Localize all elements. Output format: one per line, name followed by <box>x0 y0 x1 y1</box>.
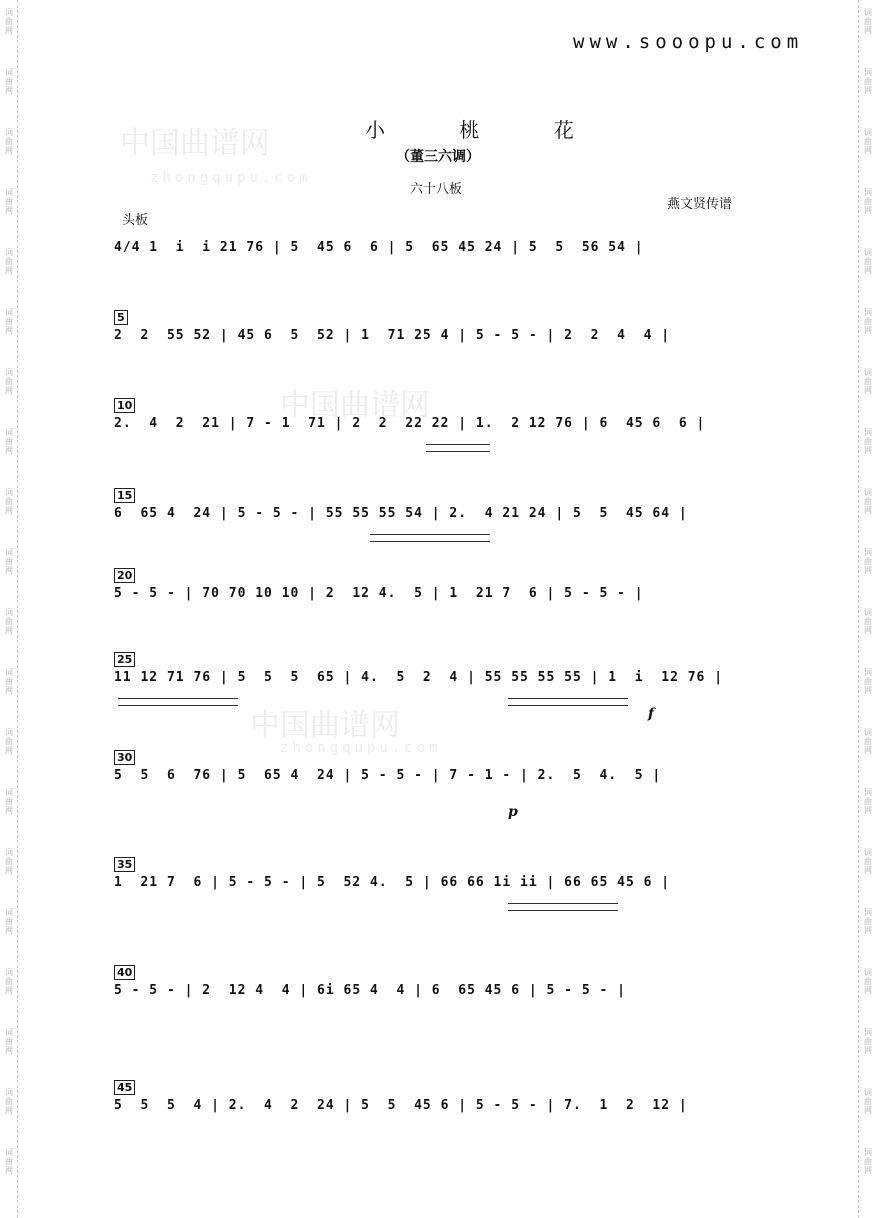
score-system <box>108 398 780 468</box>
right-margin-strip <box>858 0 876 1218</box>
measure-number: 30 <box>114 750 135 765</box>
crescendo-hairpin <box>118 698 238 706</box>
notation-line: 6 65 4 24 | 5 - 5 - | 55 55 55 54 | 2. 4 21 24 | 5 5 45 64 | <box>114 506 688 521</box>
side-mark: 词 曲 网 <box>5 968 13 995</box>
side-mark: 词 曲 网 <box>864 368 872 395</box>
side-mark: 词 曲 网 <box>5 308 13 335</box>
side-mark: 词 曲 网 <box>864 188 872 215</box>
notation-line: 2 2 55 52 | 45 6 5 52 | 1 71 25 4 | 5 - 5 - | 2 2 4 4 | <box>114 328 671 343</box>
watermark-url: zhongqupu.com <box>280 740 442 756</box>
side-mark: 词 曲 网 <box>864 308 872 335</box>
crescendo-hairpin <box>508 903 618 911</box>
side-mark: 词 曲 网 <box>864 488 872 515</box>
score-system <box>108 652 780 722</box>
measure-number: 40 <box>114 965 135 980</box>
side-mark: 词 曲 网 <box>5 1028 13 1055</box>
side-mark: 词 曲 网 <box>864 788 872 815</box>
score-title: 小 桃 花 <box>365 118 608 142</box>
measure-number: 45 <box>114 1080 135 1095</box>
notation-line: 5 5 6 76 | 5 65 4 24 | 5 - 5 - | 7 - 1 - | 2. 5 4. 5 | <box>114 768 662 783</box>
notation-line: 4/4 1 i i 21 76 | 5 45 6 6 | 5 65 45 24 | 5 5 56 54 | <box>114 240 644 255</box>
side-mark: 词 曲 网 <box>864 68 872 95</box>
side-mark: 词 曲 网 <box>864 1028 872 1055</box>
side-mark: 词 曲 网 <box>5 608 13 635</box>
crescendo-hairpin <box>508 698 628 706</box>
side-mark: 词 曲 网 <box>5 788 13 815</box>
side-mark: 词 曲 网 <box>5 368 13 395</box>
watermark-logo: 中国曲谱网 <box>120 126 270 161</box>
notation-line: 5 - 5 - | 70 70 10 10 | 2 12 4. 5 | 1 21 7 6 | 5 - 5 - | <box>114 586 644 601</box>
side-mark: 词 曲 网 <box>864 8 872 35</box>
side-mark: 词 曲 网 <box>5 548 13 575</box>
side-mark: 词 曲 网 <box>5 428 13 455</box>
side-mark: 词 曲 网 <box>5 728 13 755</box>
side-mark: 词 曲 网 <box>864 848 872 875</box>
measure-number: 20 <box>114 568 135 583</box>
side-mark: 词 曲 网 <box>864 1088 872 1115</box>
side-mark: 词 曲 网 <box>5 908 13 935</box>
left-margin-strip <box>0 0 18 1218</box>
side-mark: 词 曲 网 <box>864 668 872 695</box>
side-mark: 词 曲 网 <box>5 188 13 215</box>
measure-number: 25 <box>114 652 135 667</box>
side-mark: 词 曲 网 <box>864 608 872 635</box>
transcriber-credit: 燕文贤传谱 <box>667 197 733 212</box>
side-mark: 词 曲 网 <box>5 1088 13 1115</box>
side-mark: 词 曲 网 <box>864 908 872 935</box>
score-system <box>108 568 780 638</box>
score-system <box>108 1080 780 1150</box>
measure-number: 10 <box>114 398 135 413</box>
notation-line: 5 - 5 - | 2 12 4 4 | 6i 65 4 4 | 6 65 45 6 | 5 - 5 - | <box>114 983 626 998</box>
notation-line: 1 21 7 6 | 5 - 5 - | 5 52 4. 5 | 66 66 1i ii | 66 65 45 6 | <box>114 875 671 890</box>
dynamic-marking: f <box>648 706 655 722</box>
side-mark: 词 曲 网 <box>864 248 872 275</box>
side-mark: 词 曲 网 <box>864 728 872 755</box>
watermark-logo: 中国曲谱网 <box>250 708 400 743</box>
score-subtitle: （董三六调） <box>396 149 480 165</box>
side-mark: 词 曲 网 <box>864 548 872 575</box>
watermark-logo: 中国曲谱网 <box>280 388 430 423</box>
side-mark: 词 曲 网 <box>864 1148 872 1175</box>
measure-number: 15 <box>114 488 135 503</box>
side-mark: 词 曲 网 <box>5 128 13 155</box>
crescendo-hairpin <box>426 444 490 452</box>
measure-number: 35 <box>114 857 135 872</box>
side-mark: 词 曲 网 <box>5 848 13 875</box>
side-mark: 词 曲 网 <box>5 1148 13 1175</box>
watermark-url: zhongqupu.com <box>150 170 312 186</box>
score-system <box>108 232 780 302</box>
notation-line: 2. 4 2 21 | 7 - 1 71 | 2 2 22 22 | 1. 2 12 76 | 6 45 6 6 | <box>114 416 706 431</box>
crescendo-hairpin <box>370 534 490 542</box>
side-mark: 词 曲 网 <box>864 128 872 155</box>
side-mark: 词 曲 网 <box>5 488 13 515</box>
side-mark: 词 曲 网 <box>864 428 872 455</box>
dynamic-marking: p <box>508 804 518 820</box>
site-url: www.sooopu.com <box>573 31 804 53</box>
side-mark: 词 曲 网 <box>864 968 872 995</box>
side-mark: 词 曲 网 <box>5 68 13 95</box>
notation-line: 11 12 71 76 | 5 5 5 65 | 4. 5 2 4 | 55 55 55 55 | 1 i 12 76 | <box>114 670 724 685</box>
notation-line: 5 5 5 4 | 2. 4 2 24 | 5 5 45 6 | 5 - 5 - | 7. 1 2 12 | <box>114 1098 688 1113</box>
score-system <box>108 310 780 380</box>
score-system <box>108 965 780 1035</box>
tempo-marking: 六十八板 <box>410 182 463 197</box>
side-mark: 词 曲 网 <box>5 8 13 35</box>
score-system <box>108 750 780 820</box>
side-mark: 词 曲 网 <box>5 668 13 695</box>
section-label: 头板 <box>122 213 149 228</box>
side-mark: 词 曲 网 <box>5 248 13 275</box>
score-system <box>108 857 780 927</box>
measure-number: 5 <box>114 310 128 325</box>
score-system <box>108 488 780 558</box>
